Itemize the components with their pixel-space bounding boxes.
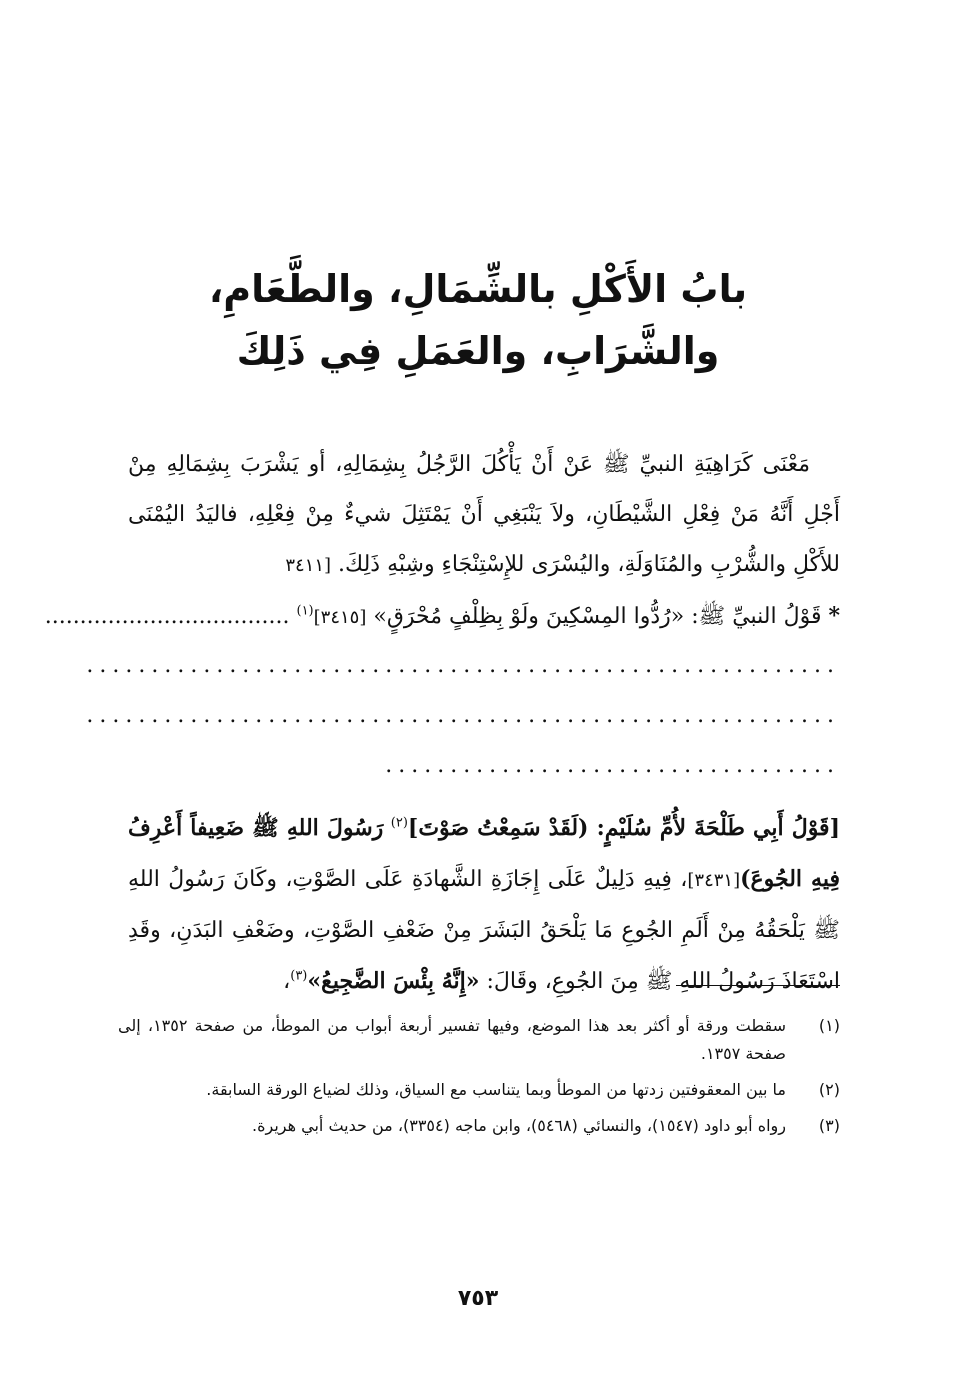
footnote-number: (٣) xyxy=(818,1116,840,1135)
bullet-star: * xyxy=(828,603,840,629)
omission-dots-row: ................................... xyxy=(385,753,840,778)
quote-text: قَوْلُ النبيِّ ﷺ: «رُدُّوا المِسْكِينَ ولَوْ بِظِلْفٍ مُحْرَقٍ» xyxy=(373,604,822,629)
footnote xyxy=(118,1076,840,1104)
reference-number: [٣٤١١ xyxy=(285,555,332,576)
footnote-text: ما بين المعقوفتين زدتها من الموطأ وبما يتناسب مع السياق، وذلك لضياع الورقة السابقة. xyxy=(206,1080,786,1099)
paragraph-2-lead: [قَوْلُ أَبِي طَلْحَةَ لأُمِّ سُلَيْمٍ: (لَقَدْ سَمِعْتُ صَوْتَ] xyxy=(407,815,840,841)
paragraph-2-bold-quote: رَسُولَ اللهِ ﷺ ضَعِيفاً أَعْرِفُ فِيهِ الجُوعَ) xyxy=(128,815,840,892)
quote-reference: [٣٤١٥] xyxy=(313,607,367,628)
paragraph-1 xyxy=(128,440,840,591)
footnote-separator xyxy=(676,985,840,986)
main-text xyxy=(44,440,841,1007)
paragraph-2-reference: [٣٤٣١] xyxy=(687,870,741,891)
quote-line xyxy=(44,591,840,641)
footnote-mark-3: (٣) xyxy=(290,968,308,984)
omission-dots-row: .......................................................... xyxy=(86,653,840,678)
footnote-mark-2: (٢) xyxy=(390,815,408,831)
paragraph-2-bold-hadith: «إِنَّهُ بِئْسَ الضَّجِيعُ» xyxy=(307,968,480,994)
footnote-text: رواه أبو داود (١٥٤٧)، والنسائي (٥٤٦٨)، وابن ماجه (٣٣٥٤)، من حديث أبي هريرة. xyxy=(252,1116,786,1135)
page-number: ٧٥٣ xyxy=(457,1286,499,1311)
paragraph-2 xyxy=(128,803,840,1007)
omission-dots-row: .......................................................... xyxy=(86,703,840,728)
paragraph-2-tail: ، xyxy=(283,969,291,994)
footnote-number: (١) xyxy=(818,1016,840,1035)
chapter-heading-line-2: والشَّرَابِ، والعَمَلِ فِي ذَلِكَ xyxy=(236,329,720,373)
footnote-number: (٢) xyxy=(818,1080,840,1099)
footnote-text: سقطت ورقة أو أكثر بعد هذا الموضع، وفيها تفسير أربعة أبواب من الموطأ، من صفحة ١٣٥٢، إلى صفحة ١٣٥٧. xyxy=(118,1016,787,1063)
chapter-heading xyxy=(150,258,806,382)
footnote xyxy=(118,1112,840,1140)
footnotes xyxy=(118,1012,840,1148)
paragraph-1-text: مَعْنَى كَرَاهِيَةِ النبيِّ ﷺ عَنْ أَنْ يَأْكُلَ الرَّجُلُ بِشِمَالِهِ، أو يَشْرَبَ بِشِمَالِهِ مِنْ أَجْلِ أَنَّهُ مَنْ فِعْلِ الشَّيْطَانِ، ولاَ يَنْبَغِي أَنْ يَمْتَثِلَ شيءٌ مِنْ فِعْلِهِ، فاليَدُ اليُمْنَى للأَكْلِ والشُّرْبِ والمُنَاوَلَةِ، واليُسْرَى للإِسْتِنْجَاءِ وشِبْهِ ذَلِكَ. xyxy=(128,452,840,577)
chapter-heading-line-1: بابُ الأَكْلِ بالشِّمَالِ، والطَّعَامِ، xyxy=(208,267,748,311)
ellipsis-dots: ................................... xyxy=(44,604,290,629)
paragraph-2-text: ، فِيهِ دَلِيلٌ عَلَى إِجَازَةِ الشَّهادَةِ عَلَى الصَّوْتِ، وكَانَ رَسُولُ اللهِ ﷺ يَلْحَقُهُ مِنْ أَلَمِ الجُوعِ مَا يَلْحَقُ البَشَرَ مِنْ ضَعْفِ الصَّوْتِ، وضَعْفِ البَدَنِ، وقَدِ اسْتَعَاذَ رَسُولُ اللهِ ﷺ مِنَ الجُوعِ، وقَالَ: xyxy=(128,867,841,994)
footnote-mark-1: (١) xyxy=(296,603,314,619)
footnote xyxy=(118,1012,840,1068)
